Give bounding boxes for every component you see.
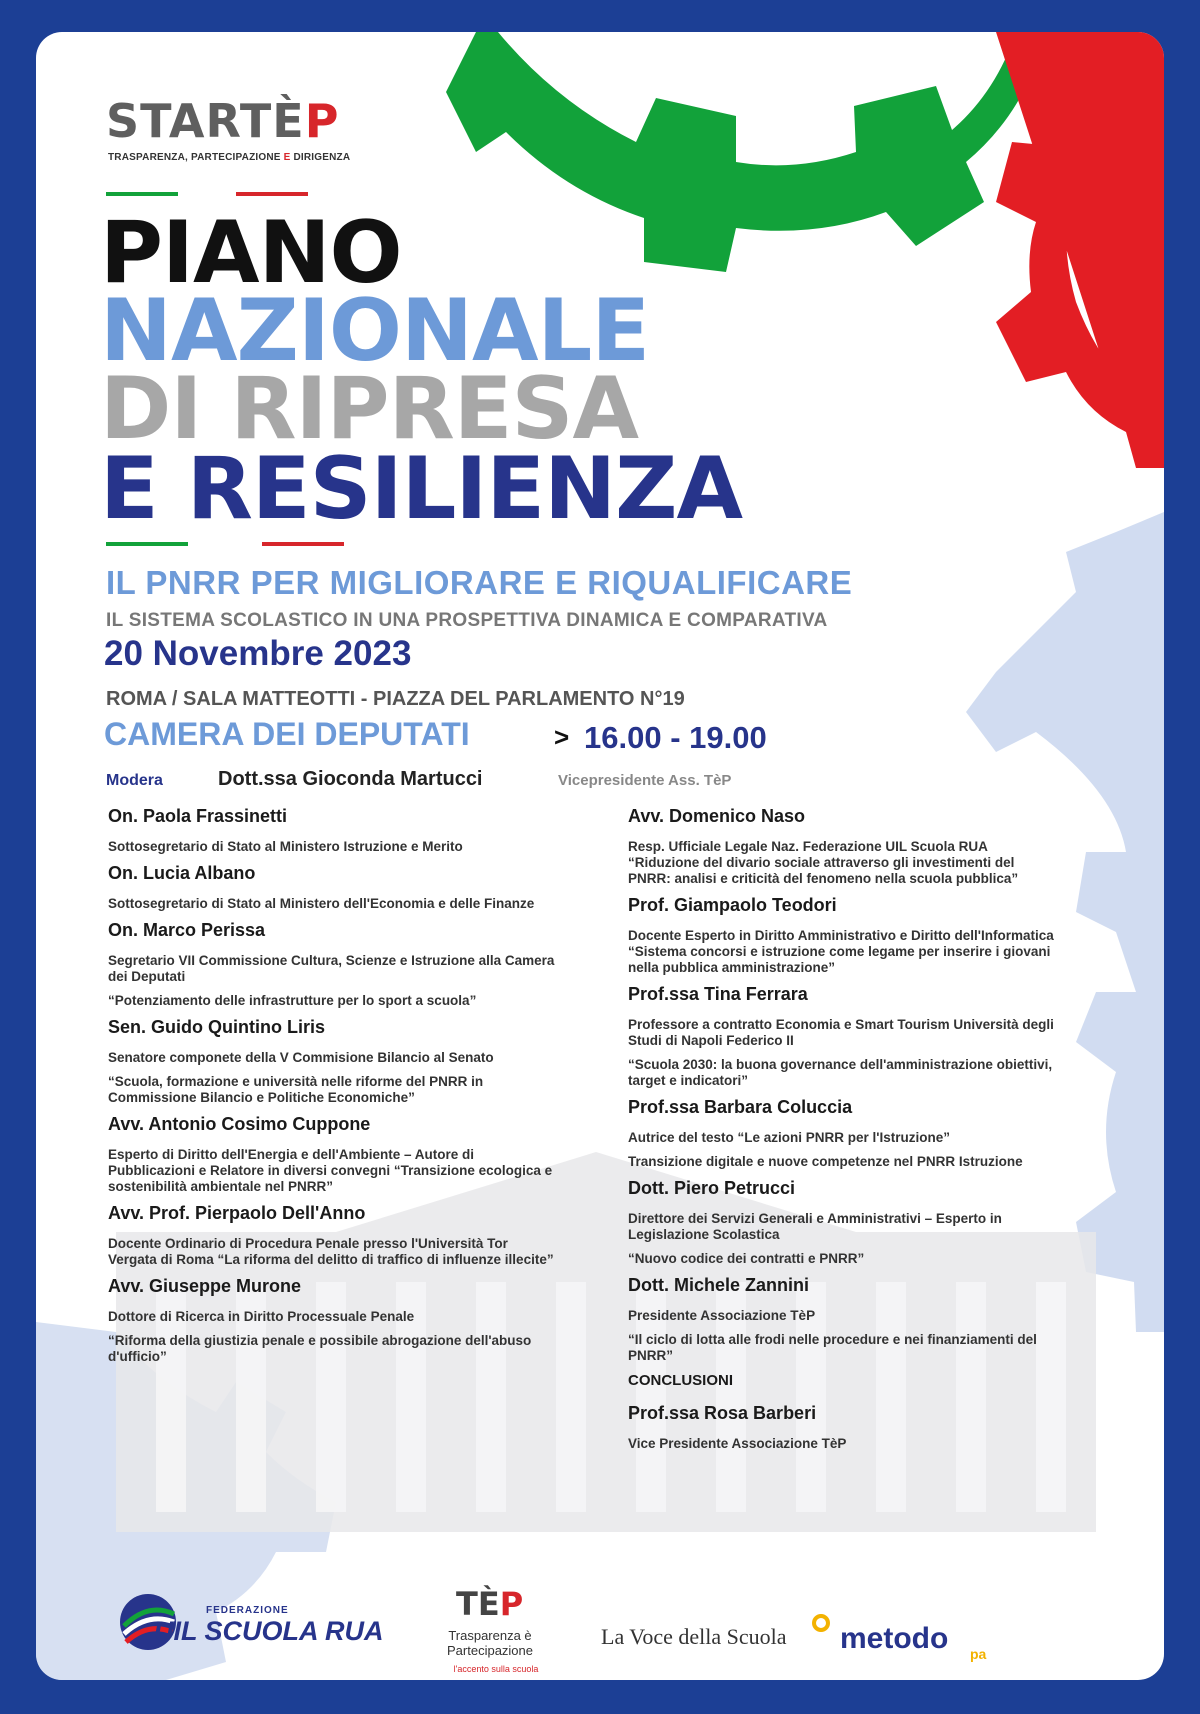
moderator-name: Dott.ssa Gioconda Martucci [218,768,483,790]
speaker-topic: “Il ciclo di lotta alle frodi nelle procedure e nei finanziamenti del PNRR” [628,1332,1037,1363]
speaker-name: On. Paola Frassinetti [108,806,288,826]
speaker-topic: “Scuola, formazione e università nelle riforme del PNRR in Commissione Bilancio e Politiche Economiche” [108,1074,484,1105]
speaker-name: Dott. Michele Zannini [628,1275,810,1295]
speaker-topic: “Nuovo codice dei contratti e PNRR” [628,1251,865,1266]
uil-logo-text: UIL SCUOLA RUA [154,1616,384,1646]
title-line-4: E RESILIENZA [100,439,743,539]
speaker-name: Prof.ssa Rosa Barberi [628,1403,817,1423]
speaker-name: Prof. Giampaolo Teodori [628,895,837,915]
speaker-name: Avv. Prof. Pierpaolo Dell'Anno [108,1203,366,1223]
speaker-name: Dott. Piero Petrucci [628,1178,796,1198]
flag-bar-red-bottom [262,542,344,546]
speaker-line: Segretario VII Commissione Cultura, Scienze e Istruzione alla Camera dei Deputati [108,953,555,984]
logo-main: STARTÈ [106,94,305,148]
flag-bar-green-top [106,192,178,196]
flag-bar-green-bottom [106,542,188,546]
speaker-line: Docente Ordinario di Procedura Penale presso l'Università Tor Vergata di Roma “La riforma del delitto di traffico di influenze illecite” [108,1236,554,1267]
tep-logo-subtitle: Trasparenza è Partecipazione [447,1628,533,1658]
speaker-name: Sen. Guido Quintino Liris [108,1017,325,1037]
speaker-item [108,1276,558,1365]
speaker-item [628,1403,1058,1452]
la-voce-della-scuola-logo: La Voce della Scuola [601,1624,787,1649]
tep-logo-mark [456,1585,523,1623]
logo-tagline-part-2: DIRIGENZA [290,152,351,163]
speaker-name: Avv. Domenico Naso [628,806,806,826]
logo-accent: P [304,94,340,148]
speaker-item [628,806,1058,887]
poster [36,32,1164,1680]
speaker-name: Prof.ssa Tina Ferrara [628,984,808,1004]
title-line-1: PIANO [100,203,402,303]
speaker-line: Resp. Ufficiale Legale Naz. Federazione UIL Scuola RUA “Riduzione del divario sociale attraverso gli investimenti del PNRR: analisi e criticità del fenomeno nella scuola pubblica” [628,839,1019,886]
conclusions-label: CONCLUSIONI [628,1372,733,1389]
moderator-label: Modera [106,772,163,789]
metodo-logo: metodo [840,1622,949,1655]
speaker-line: Vice Presidente Associazione TèP [628,1436,847,1451]
speaker-item [108,1017,558,1106]
speaker-name: Avv. Antonio Cosimo Cuppone [108,1114,371,1134]
speaker-item [628,1097,1058,1170]
uil-federazione-label: FEDERAZIONE [206,1605,289,1616]
speaker-name: Prof.ssa Barbara Coluccia [628,1097,853,1117]
event-venue: CAMERA DEI DEPUTATI [104,716,470,752]
speaker-topic: Transizione digitale e nuove competenze nel PNRR Istruzione [628,1154,1023,1169]
speaker-line: Sottosegretario di Stato al Ministero Istruzione e Merito [108,839,463,854]
event-time: 16.00 - 19.00 [584,720,767,755]
speaker-line: Esperto di Diritto dell'Energia e dell'Ambiente – Autore di Pubblicazioni e Relatore in diversi convegni “Transizione ecologica e sostenibilità ambientale nel PNRR” [108,1147,553,1194]
speaker-item [628,895,1058,976]
speaker-item [108,863,558,912]
tep-mark-accent: P [499,1585,524,1623]
tep-logo-tagline: l'accento sulla scuola [453,1664,539,1674]
event-place: ROMA / SALA MATTEOTTI - PIAZZA DEL PARLAMENTO N°19 [106,688,685,710]
speaker-line: Senatore componete della V Commisione Bilancio al Senato [108,1050,494,1065]
speakers-right-column [628,806,1058,1460]
logo-tagline-part: TRASPARENZA, PARTECIPAZIONE [108,152,284,163]
moderator-role: Vicepresidente Ass. TèP [558,772,732,789]
logo-tagline [108,152,350,163]
metodo-pa-label: pa [970,1646,987,1662]
speaker-item [108,1203,558,1268]
speaker-line: Sottosegretario di Stato al Ministero dell'Economia e delle Finanze [108,896,535,911]
subtitle-line-2: IL SISTEMA SCOLASTICO IN UNA PROSPETTIVA DINAMICA E COMPARATIVA [106,610,828,631]
title-line-2: NAZIONALE [100,281,650,381]
event-date: 20 Novembre 2023 [104,634,412,673]
speaker-line: Dottore di Ricerca in Diritto Processuale Penale [108,1309,415,1324]
speaker-line: Docente Esperto in Diritto Amministrativo e Diritto dell'Informatica “Sistema concorsi e istruzione come legame per inserire i giovani nella pubblica amministrazione” [628,928,1054,975]
speaker-topic: “Riforma della giustizia penale e possibile abrogazione dell'abuso d'ufficio” [108,1333,532,1364]
speaker-item [108,806,558,855]
speaker-item [108,920,558,1009]
speaker-line: Professore a contratto Economia e Smart Tourism Università degli Studi di Napoli Federico II [628,1017,1054,1048]
speaker-item [628,984,1058,1089]
logo-tagline-e: E [283,152,291,163]
speaker-item [628,1178,1058,1267]
time-marker: > [554,722,570,752]
speaker-item [628,1275,1058,1364]
title-line-3: DI RIPRESA [100,359,639,459]
startep-logo [106,94,339,148]
speaker-topic: “Potenziamento delle infrastrutture per lo sport a scuola” [108,993,477,1008]
speaker-topic: “Scuola 2030: la buona governance dell'amministrazione obiettivi, target e indicatori” [628,1057,1053,1088]
speaker-line: Autrice del testo “Le azioni PNRR per l'Istruzione” [628,1130,951,1145]
speaker-item [108,1114,558,1195]
speaker-name: On. Lucia Albano [108,863,256,883]
speaker-line: Direttore dei Servizi Generali e Amministrativi – Esperto in Legislazione Scolastica [628,1211,1002,1242]
red-gear-icon [996,32,1164,468]
speakers-left-column [108,806,558,1373]
tep-mark-main: TÈ [456,1585,500,1623]
green-gear-icon [446,32,1046,272]
flag-bar-red-top [236,192,308,196]
speaker-name: On. Marco Perissa [108,920,266,940]
subtitle-line-1: IL PNRR PER MIGLIORARE E RIQUALIFICARE [106,564,853,601]
metodo-dot-icon [812,1614,830,1632]
speaker-name: Avv. Giuseppe Murone [108,1276,302,1296]
speaker-line: Presidente Associazione TèP [628,1308,816,1323]
